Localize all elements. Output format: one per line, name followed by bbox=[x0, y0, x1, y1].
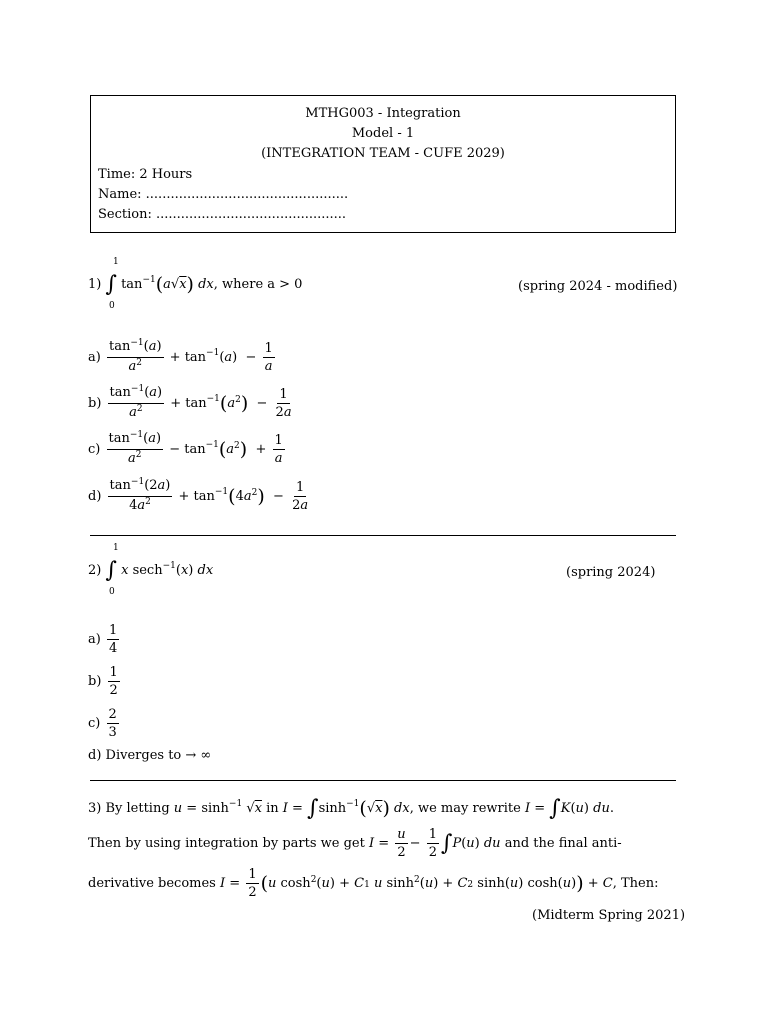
q1-statement: 1) ∫ $\tan^{-1}(a√x)$ dx, where a > 0 bbox=[88, 272, 303, 297]
integral-sign: ∫ bbox=[105, 558, 117, 583]
q2-option-b: b) $\frac{1}{2}$ bbox=[88, 665, 118, 698]
exam-header-box bbox=[90, 95, 676, 233]
q1-condition: , where a > 0 bbox=[213, 277, 303, 292]
q3-line-2: Then by using integration by parts we get I = $\frac{u}{2}$ − $\frac{1}{2}$ ∫P(u) du and the final anti- bbox=[88, 827, 622, 860]
q2-option-c: c) $\frac{2}{3}$ bbox=[88, 707, 117, 740]
section-field: Section: .............................................. bbox=[98, 207, 347, 222]
q3-line-3: derivative becomes I = $\frac{1}{2}$ (u $\cosh^2(u) + C1$ u $\sinh^2(u) + C2$ sinh(u) cosh(u)) + C, Then: bbox=[88, 867, 659, 900]
q2-statement: 2) ∫ x sech$^{-1}$(x) dx bbox=[88, 558, 214, 583]
model-number: Model - 1 bbox=[351, 126, 415, 141]
q2-source: (spring 2024) bbox=[566, 565, 656, 580]
team-name: (INTEGRATION TEAM - CUFE 2029) bbox=[261, 146, 505, 161]
q1-option-a: a) $\frac{\tan^{-1}(a)}{a^2}$ + $\tan^{-1}(a)$ − $\frac{1}{a}$ bbox=[88, 338, 273, 374]
q2-number: 2) bbox=[88, 563, 102, 578]
divider-1 bbox=[90, 535, 676, 536]
q1-lower-limit: 0 bbox=[109, 301, 115, 311]
q1-option-d: d) $\frac{\tan^{-1}(2a)}{4a^2}$ + $\tan^{-1}(4a^2)$ − $\frac{1}{2a}$ bbox=[88, 477, 309, 513]
q1-upper-limit: 1 bbox=[113, 257, 119, 267]
integral-sign: ∫ bbox=[105, 272, 117, 297]
divider-2 bbox=[90, 780, 676, 781]
q3-source: (Midterm Spring 2021) bbox=[532, 908, 686, 923]
q2-lower-limit: 0 bbox=[109, 587, 115, 597]
q1-number: 1) bbox=[88, 277, 102, 292]
q3-line-1: 3) By letting $u = \sinh^{-1} √x$ in $I = \int\sinh^{-1}(√x)$ dx, we may rewrite I = ∫K(u) du. bbox=[88, 796, 614, 821]
course-title: MTHG003 - Integration bbox=[305, 106, 461, 121]
q2-upper-limit: 1 bbox=[113, 543, 119, 553]
name-field: Name: ................................................. bbox=[98, 187, 349, 202]
q2-option-d: d) Diverges to → ∞ bbox=[88, 748, 212, 763]
q1-source: (spring 2024 - modified) bbox=[518, 279, 678, 294]
exam-time: Time: 2 Hours bbox=[98, 167, 193, 182]
q1-option-b: b) $\frac{\tan^{-1}(a)}{a^2}$ + $\tan^{-1}(a^2)$ − $\frac{1}{2a}$ bbox=[88, 384, 292, 420]
q2-option-a: a) $\frac{1}{4}$ bbox=[88, 623, 118, 656]
q1-option-c: c) $\frac{\tan^{-1}(a)}{a^2}$ − $\tan^{-1}(a^2)$ + $\frac{1}{a}$ bbox=[88, 430, 283, 466]
